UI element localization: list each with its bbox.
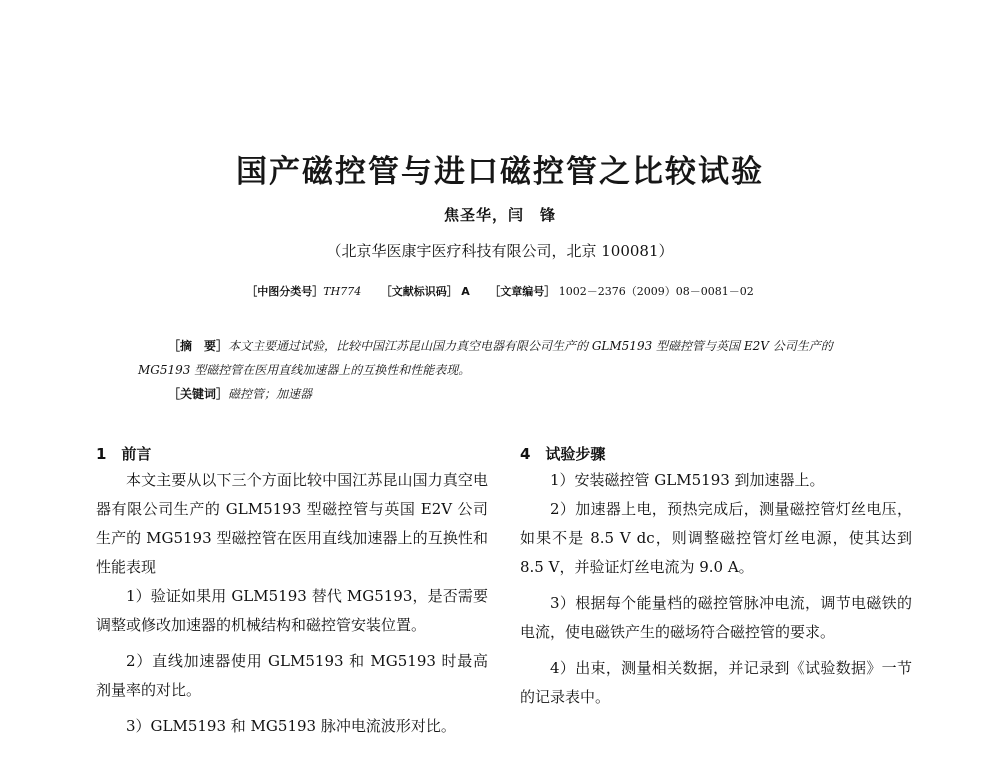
abstract-block xyxy=(138,334,868,406)
abstract-text: 本文主要通过试验，比较中国江苏昆山国力真空电器有限公司生产的 GLM5193 型磁控管与英国 E2V 公司生产的 MG5193 型磁控管在医用直线加速器上的互换性和性能表现。 xyxy=(138,339,833,377)
classification-line xyxy=(0,283,1000,299)
section-heading-introduction: 1 前言 xyxy=(96,445,152,463)
right-column xyxy=(520,442,912,712)
clc-label: ［中图分类号］ xyxy=(246,285,324,298)
keywords-line xyxy=(138,382,868,406)
paragraph: 3）GLM5193 和 MG5193 脉冲电流波形对比。 xyxy=(126,717,456,735)
article-number-field xyxy=(489,285,753,298)
paper-title: 国产磁控管与进口磁控管之比较试验 xyxy=(236,154,764,190)
clc-field xyxy=(246,285,361,298)
paragraph: 3）根据每个能量档的磁控管脉冲电流，调节电磁铁的电流，使电磁铁产生的磁场符合磁控管的要求。 xyxy=(520,594,912,641)
article-number-label: ［文章编号］ xyxy=(489,285,556,298)
paragraph: 本文主要从以下三个方面比较中国江苏昆山国力真空电器有限公司生产的 GLM5193 型磁控管与英国 E2V 公司生产的 MG5193 型磁控管在医用直线加速器上的互换性和性能表现 xyxy=(96,471,488,576)
doc-code-value: A xyxy=(461,285,470,298)
authors: 焦圣华，闫 锋 xyxy=(443,206,556,224)
doc-code-field xyxy=(381,285,470,298)
paragraph: 1）验证如果用 GLM5193 替代 MG5193，是否需要调整或修改加速器的机械结构和磁控管安装位置。 xyxy=(96,587,488,634)
article-number-value: 1002－2376（2009）08－0081－02 xyxy=(558,285,754,298)
keywords-text: 磁控管；加速器 xyxy=(228,387,313,401)
paragraph: 2）加速器上电，预热完成后，测量磁控管灯丝电压，如果不是 8.5 V dc，则调整磁控管灯丝电源，使其达到 8.5 V，并验证灯丝电流为 9.0 A。 xyxy=(520,500,912,576)
clc-value: TH774 xyxy=(323,285,362,298)
doc-code-label: ［文献标识码］ xyxy=(380,285,458,298)
affiliation: （北京华医康宇医疗科技有限公司，北京 100081） xyxy=(326,242,674,260)
keywords-label: ［关键词］ xyxy=(168,387,229,401)
abstract-label: ［摘 要］ xyxy=(168,339,229,353)
left-column xyxy=(96,442,488,741)
section-heading-test-steps: 4 试验步骤 xyxy=(520,445,606,463)
paragraph: 1）安装磁控管 GLM5193 到加速器上。 xyxy=(550,471,825,489)
abstract-paragraph xyxy=(138,334,868,382)
paragraph: 4）出束，测量相关数据，并记录到《试验数据》一节的记录表中。 xyxy=(520,659,912,706)
paragraph: 2）直线加速器使用 GLM5193 和 MG5193 时最高剂量率的对比。 xyxy=(96,652,488,699)
